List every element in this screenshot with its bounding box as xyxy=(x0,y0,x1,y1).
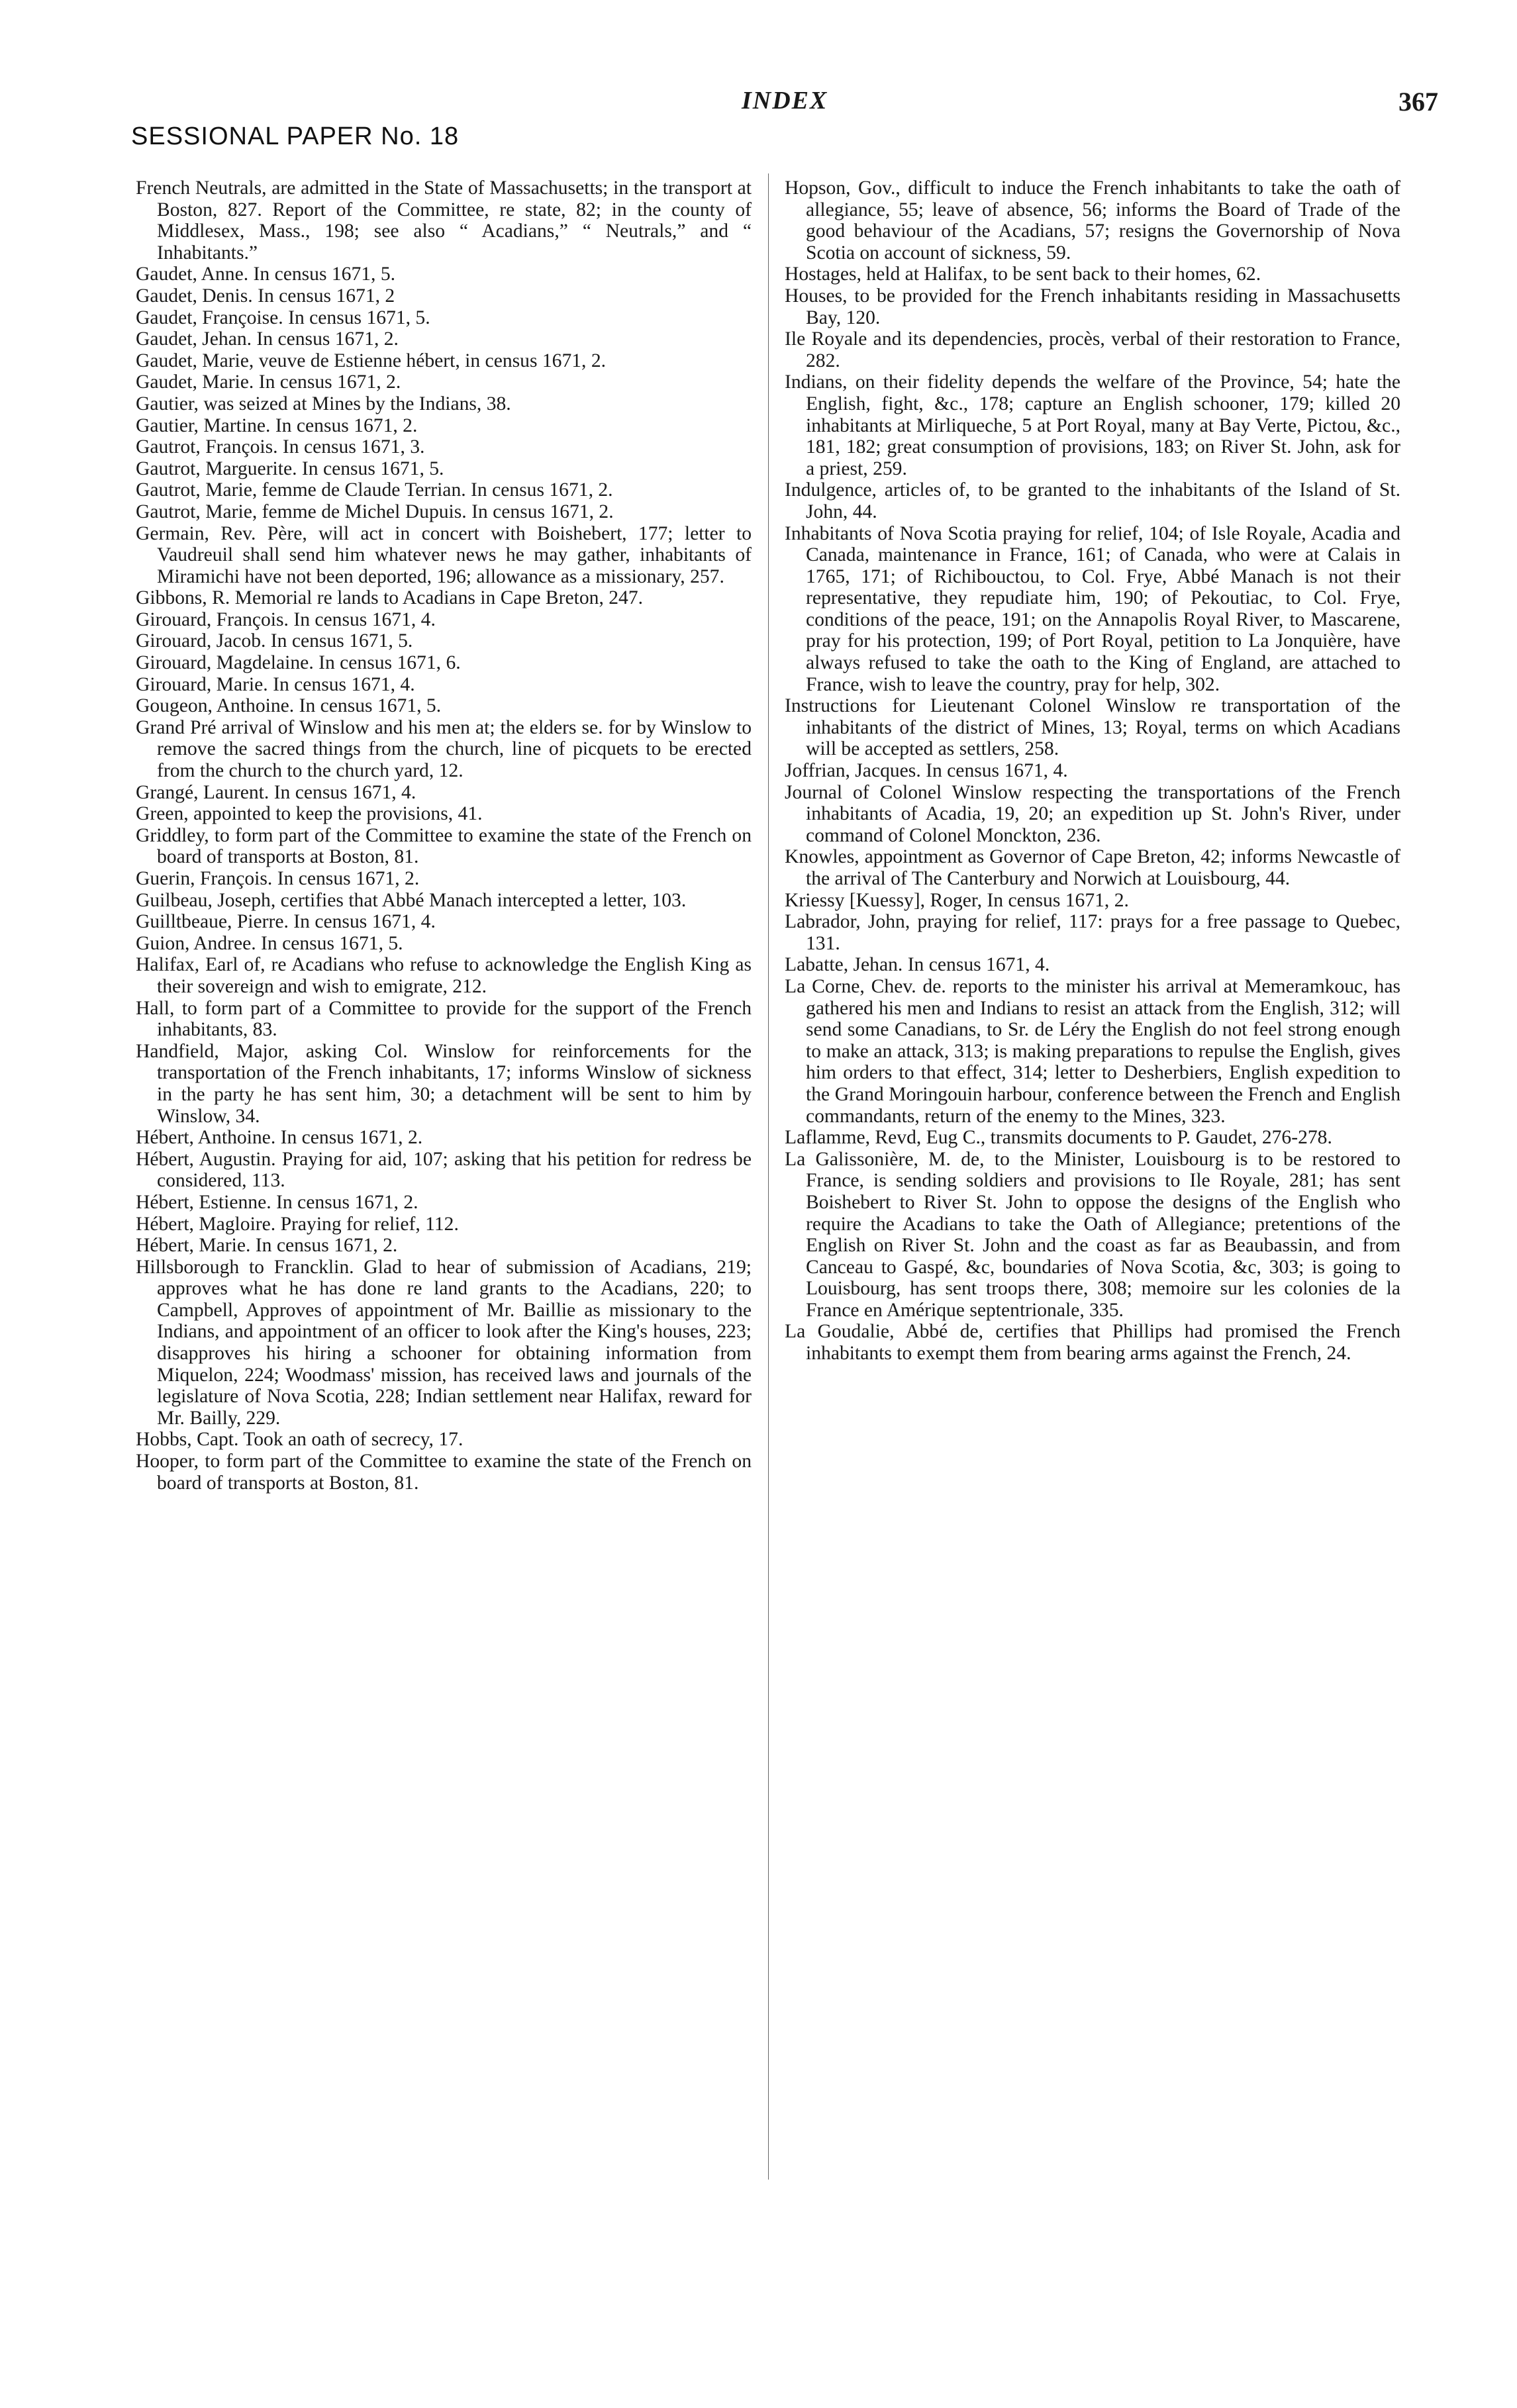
index-entry: Handfield, Major, asking Col. Winslow for reinforcements for the transportation of the French inhabitants, 17; informs Winslow of sickness in the party he has sent him, 30; a detachment will be sent to him by Winslow, 34. xyxy=(136,1040,752,1127)
index-entry: Girouard, Magdelaine. In census 1671, 6. xyxy=(136,652,461,674)
index-entry: Girouard, Jacob. In census 1671, 5. xyxy=(136,630,413,652)
index-entry: Grand Pré arrival of Winslow and his men at; the elders se. for by Winslow to remove the sacred things from the church, line of picquets to be erected from the church to the church yard, 12. xyxy=(136,716,752,782)
index-entry: Girouard, François. In census 1671, 4. xyxy=(136,608,436,630)
index-entry: Halifax, Earl of, re Acadians who refuse to acknowledge the English King as their sovereign and wish to emigrate, 212. xyxy=(136,954,752,997)
index-entry: Gaudet, Anne. In census 1671, 5. xyxy=(136,264,396,285)
index-entry: Inhabitants of Nova Scotia praying for relief, 104; of Isle Royale, Acadia and Canada, maintenance in France, 161; of Canada, who were at Calais in 1765, 171; of Richibouctou, to Col. Frye, Abbé Manach is not their representative, they repudiate him, 190; of Pekoutiac, to Col. Frye, conditions of the peace, 191; on the Annapolis Royal River, to Mascarene, pray for his protection, 199; of Port Royal, petition to La Jonquière, have always refused to take the oath to the King of England, are attached to France, wish to leave the country, pray for help, 302. xyxy=(785,522,1400,695)
index-entry: Gougeon, Anthoine. In census 1671, 5. xyxy=(136,695,442,717)
index-entry: Indulgence, articles of, to be granted to the inhabitants of the Island of St. John, 44. xyxy=(785,479,1400,522)
index-entry: Hall, to form part of a Committee to provide for the support of the French inhabitants, 83. xyxy=(136,997,752,1041)
index-entry: Gautrot, Marie, femme de Michel Dupuis. In census 1671, 2. xyxy=(136,501,614,522)
index-entry: Hobbs, Capt. Took an oath of secrecy, 17. xyxy=(136,1429,464,1451)
index-entry: Green, appointed to keep the provisions, 41. xyxy=(136,803,483,825)
index-entry: Ile Royale and its dependencies, procès, verbal of their restoration to France, 282. xyxy=(785,328,1400,371)
index-entry: Grangé, Laurent. In census 1671, 4. xyxy=(136,781,416,803)
index-entry: Indians, on their fidelity depends the welfare of the Province, 54; hate the English, fight, &c., 178; capture an English schooner, 179; killed 20 inhabitants at Mirliqueche, 5 at Port Royal, many at Bay Verte, Pictou, &c., 181, 182; great consumption of provisions, 183; on River St. John, ask for a priest, 259. xyxy=(785,371,1400,479)
index-entry: Kriessy [Kuessy], Roger, In census 1671, 2. xyxy=(785,889,1129,911)
index-entry: Labatte, Jehan. In census 1671, 4. xyxy=(785,954,1050,976)
index-entry: Gaudet, Françoise. In census 1671, 5. xyxy=(136,307,430,328)
index-entry: Hébert, Marie. In census 1671, 2. xyxy=(136,1235,398,1257)
sessional-paper-label: SESSIONAL PAPER No. 18 xyxy=(131,122,460,150)
index-entry: Houses, to be provided for the French inhabitants residing in Massachusetts Bay, 120. xyxy=(785,285,1400,328)
index-entry: French Neutrals, are admitted in the State of Massachusetts; in the transport at Boston, 827. Report of the Committee, re state, 82; in the county of Middlesex, Mass., 198; see also “ Acadians,” “ Neutrals,” and “ Inhabitants.” xyxy=(136,177,752,264)
index-entry: Guilbeau, Joseph, certifies that Abbé Manach intercepted a letter, 103. xyxy=(136,889,687,911)
index-entry: Hostages, held at Halifax, to be sent back to their homes, 62. xyxy=(785,264,1261,285)
index-entry: Joffrian, Jacques. In census 1671, 4. xyxy=(785,760,1068,782)
index-entry: Hébert, Augustin. Praying for aid, 107; asking that his petition for redress be considered, 113. xyxy=(136,1148,752,1192)
left-column xyxy=(136,177,752,1494)
index-entry: Gaudet, Jehan. In census 1671, 2. xyxy=(136,328,399,350)
index-entry: Hillsborough to Francklin. Glad to hear of submission of Acadians, 219; approves what he has done re land grants to the Acadians, 220; to Campbell, Approves of appointment of Mr. Baillie as missionary to the Indians, and appointment of an officer to look after the King's houses, 223; disapproves his hiring a schooner for obtaining information from Miquelon, 224; Woodmass' mission, has received laws and journals of the legislature of Nova Scotia, 228; Indian settlement near Halifax, reward for Mr. Bailly, 229. xyxy=(136,1256,752,1429)
index-entry: Hébert, Magloire. Praying for relief, 112. xyxy=(136,1213,459,1235)
index-entry: Guion, Andree. In census 1671, 5. xyxy=(136,932,403,954)
index-entry: Hooper, to form part of the Committee to examine the state of the French on board of transports at Boston, 81. xyxy=(136,1451,752,1494)
index-entry: Germain, Rev. Père, will act in concert with Boishebert, 177; letter to Vaudreuil shall send him whatever news he may gather, inhabitants of Miramichi have not been deported, 196; allowance as a missionary, 257. xyxy=(136,522,752,587)
index-entry: La Goudalie, Abbé de, certifies that Phillips had promised the French inhabitants to exempt them from bearing arms against the French, 24. xyxy=(785,1321,1400,1365)
index-entry: Girouard, Marie. In census 1671, 4. xyxy=(136,673,415,695)
index-entry: Gautier, Martine. In census 1671, 2. xyxy=(136,414,418,436)
index-entry: Guilltbeaue, Pierre. In census 1671, 4. xyxy=(136,911,436,933)
index-entry: Gautier, was seized at Mines by the Indians, 38. xyxy=(136,393,511,414)
index-entry: Hébert, Estienne. In census 1671, 2. xyxy=(136,1191,418,1213)
index-entry: Knowles, appointment as Governor of Cape Breton, 42; informs Newcastle of the arrival of The Canterbury and Norwich at Louisbourg, 44. xyxy=(785,846,1400,889)
index-entry: Guerin, François. In census 1671, 2. xyxy=(136,868,420,889)
page-number: 367 xyxy=(1398,87,1438,117)
index-entry: Gaudet, Marie, veuve de Estienne hébert, in census 1671, 2. xyxy=(136,350,607,371)
index-entry: Instructions for Lieutenant Colonel Winslow re transportation of the inhabitants of the district of Mines, 13; Royal, terms on which Acadians will be accepted as settlers, 258. xyxy=(785,695,1400,760)
index-entry: Gautrot, Marie, femme de Claude Terrian. In census 1671, 2. xyxy=(136,479,613,501)
index-entry: Gaudet, Denis. In census 1671, 2 xyxy=(136,285,395,307)
right-column xyxy=(785,177,1400,1365)
index-entry: La Galissonière, M. de, to the Minister, Louisbourg is to be restored to France, is sending soldiers and provisions to Ile Royale, 281; has sent Boishebert to River St. John to oppose the designs of the English who require the Acadians to take the Oath of Allegiance; pretentions of the English on River St. John and the coast as far as Beaubassin, and from Canceau to Gaspé, &c, boundaries of Nova Scotia, &c, 303; is going to Louisbourg, has sent troops there, 308; memoire sur les colonies de la France en Amérique septentrionale, 335. xyxy=(785,1148,1400,1321)
index-entry: La Corne, Chev. de. reports to the minister his arrival at Memeramkouc, has gathered his men and Indians to resist an attack from the English, 312; will send some Canadians, to Sr. de Léry the English do not feel strong enough to make an attack, 313; is making preparations to repulse the English, gives him orders to that effect, 314; letter to Desherbiers, English expedition to the Grand Moringouin harbour, conference between the French and English commandants, return of the enemy to the Mines, 323. xyxy=(785,975,1400,1127)
index-entry: Gautrot, Marguerite. In census 1671, 5. xyxy=(136,458,444,479)
index-entry: Hébert, Anthoine. In census 1671, 2. xyxy=(136,1127,423,1149)
index-entry: Gautrot, François. In census 1671, 3. xyxy=(136,436,425,458)
index-entry: Labrador, John, praying for relief, 117: prays for a free passage to Quebec, 131. xyxy=(785,911,1400,954)
index-entry: Griddley, to form part of the Committee to examine the state of the French on board of transports at Boston, 81. xyxy=(136,824,752,868)
index-entry: Gibbons, R. Memorial re lands to Acadians in Cape Breton, 247. xyxy=(136,587,644,609)
index-entry: Laflamme, Revd, Eug C., transmits documents to P. Gaudet, 276-278. xyxy=(785,1127,1332,1149)
page-title: INDEX xyxy=(742,87,828,115)
column-divider xyxy=(768,173,769,2180)
index-entry: Journal of Colonel Winslow respecting the transportations of the French inhabitants of Acadia, 19, 20; an expedition up St. John's River, under command of Colonel Monckton, 236. xyxy=(785,781,1400,846)
index-entry: Gaudet, Marie. In census 1671, 2. xyxy=(136,371,401,393)
index-entry: Hopson, Gov., difficult to induce the French inhabitants to take the oath of allegiance, 55; leave of absence, 56; informs the Board of Trade of the good behaviour of the Acadians, 57; resigns the Governorship of Nova Scotia on account of sickness, 59. xyxy=(785,177,1400,264)
